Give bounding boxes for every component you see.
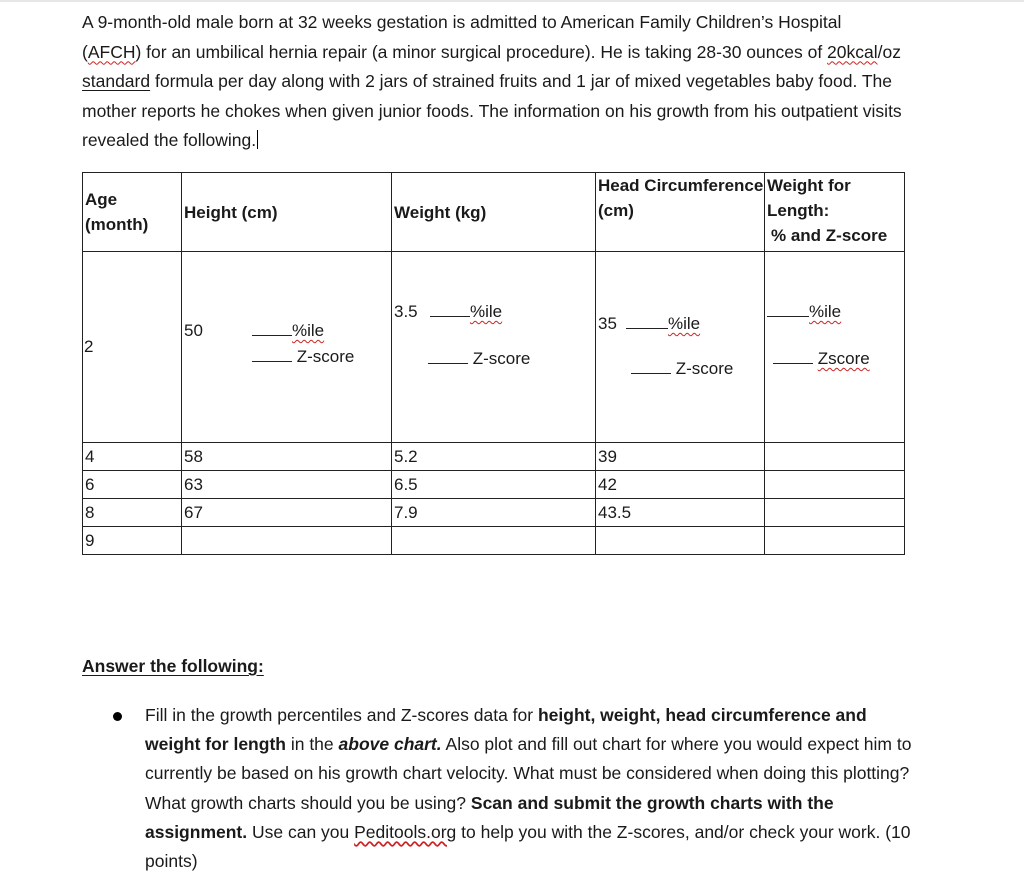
age-value: 2 [84, 337, 94, 356]
cell-head[interactable]: 42 [596, 471, 765, 499]
height-percentile-field[interactable]: %ile [252, 321, 324, 341]
cell-wfl[interactable] [765, 527, 905, 555]
header-head-circumference: Head Circumference (cm) [596, 173, 765, 252]
top-border [0, 0, 1024, 2]
cell-height[interactable] [182, 527, 392, 555]
height-zscore-field[interactable]: Z-score [252, 347, 354, 367]
table-row [83, 443, 905, 471]
table-header-row [83, 173, 905, 252]
assignment-instructions: Fill in the growth percentiles and Z-scores data for height, weight, head circumference and weight for length in the above chart. Also plot and fill out chart for where you would expect him to currently be based on his growth chart velocity. What must be considered when doing this plotting? What growth charts should you be using? Scan and submit the growth charts with the assignment. Use can you Peditools.org to help you with the Z-scores, and/or check your work. (10 points) [145, 705, 912, 872]
intro-text-4: formula per day along with 2 jars of strained fruits and 1 jar of mixed vegetables baby food. The mother reports he chokes when given junior foods. The information on his growth from his outpatient visits revealed the following. [82, 71, 902, 151]
cell-height[interactable]: 58 [182, 443, 392, 471]
head-zscore-field[interactable]: Z-score [631, 359, 733, 379]
cell-height[interactable]: 67 [182, 499, 392, 527]
cell-age-2 [83, 252, 182, 443]
cell-wfl[interactable] [765, 471, 905, 499]
header-height: Height (cm) [182, 173, 392, 252]
cell-head[interactable]: 43.5 [596, 499, 765, 527]
table-row [83, 527, 905, 555]
cell-age: 4 [83, 443, 182, 471]
cell-height[interactable]: 63 [182, 471, 392, 499]
growth-table [82, 172, 905, 555]
weight-percentile-field[interactable]: %ile [427, 302, 502, 322]
table-row [83, 471, 905, 499]
cell-weight[interactable] [392, 527, 596, 555]
cell-head-2 [596, 252, 765, 443]
cell-weight[interactable]: 7.9 [392, 499, 596, 527]
intro-text-2: ) for an umbilical hernia repair (a minor surgical procedure). He is taking 28-30 ounces of [135, 41, 828, 62]
cell-weight[interactable]: 5.2 [392, 443, 596, 471]
weight-value: 3.5 [394, 302, 418, 321]
table-row-age-2 [83, 252, 905, 443]
weight-zscore-field[interactable]: Z-score [428, 349, 530, 369]
cell-wfl[interactable] [765, 499, 905, 527]
cell-weight-2 [392, 252, 596, 443]
text-cursor [257, 130, 258, 149]
head-percentile-field[interactable]: %ile [623, 314, 700, 334]
header-weight-for-length: Weight for Length: % and Z-score [765, 173, 905, 252]
cell-wfl-2 [765, 252, 905, 443]
cell-height-2 [182, 252, 392, 443]
cell-age: 8 [83, 499, 182, 527]
header-age: Age (month) [83, 173, 182, 252]
cell-age: 6 [83, 471, 182, 499]
wfl-zscore-field[interactable]: Zscore [773, 349, 870, 369]
head-value: 35 [598, 314, 617, 333]
intro-text-3: /oz [877, 41, 901, 62]
intro-paragraph [82, 8, 902, 156]
height-value: 50 [184, 321, 203, 340]
cell-weight[interactable]: 6.5 [392, 471, 596, 499]
intro-text-1: A 9-month-old male born at 32 weeks gestation is admitted to American Family Children’s Hospital ( [82, 12, 842, 62]
cell-head[interactable] [596, 527, 765, 555]
afch-text: AFCH [87, 41, 136, 62]
kcal-text: 20kcal [827, 41, 878, 62]
table-row [83, 499, 905, 527]
cell-head[interactable]: 39 [596, 443, 765, 471]
cell-wfl[interactable] [765, 443, 905, 471]
wfl-percentile-field[interactable]: %ile [767, 302, 841, 322]
cell-age: 9 [83, 527, 182, 555]
bullet-icon [113, 712, 122, 721]
standard-text: standard [82, 71, 151, 92]
header-weight: Weight (kg) [392, 173, 596, 252]
peditools-link[interactable]: Peditools.org [354, 821, 457, 842]
answer-heading: Answer the following: [82, 656, 264, 676]
